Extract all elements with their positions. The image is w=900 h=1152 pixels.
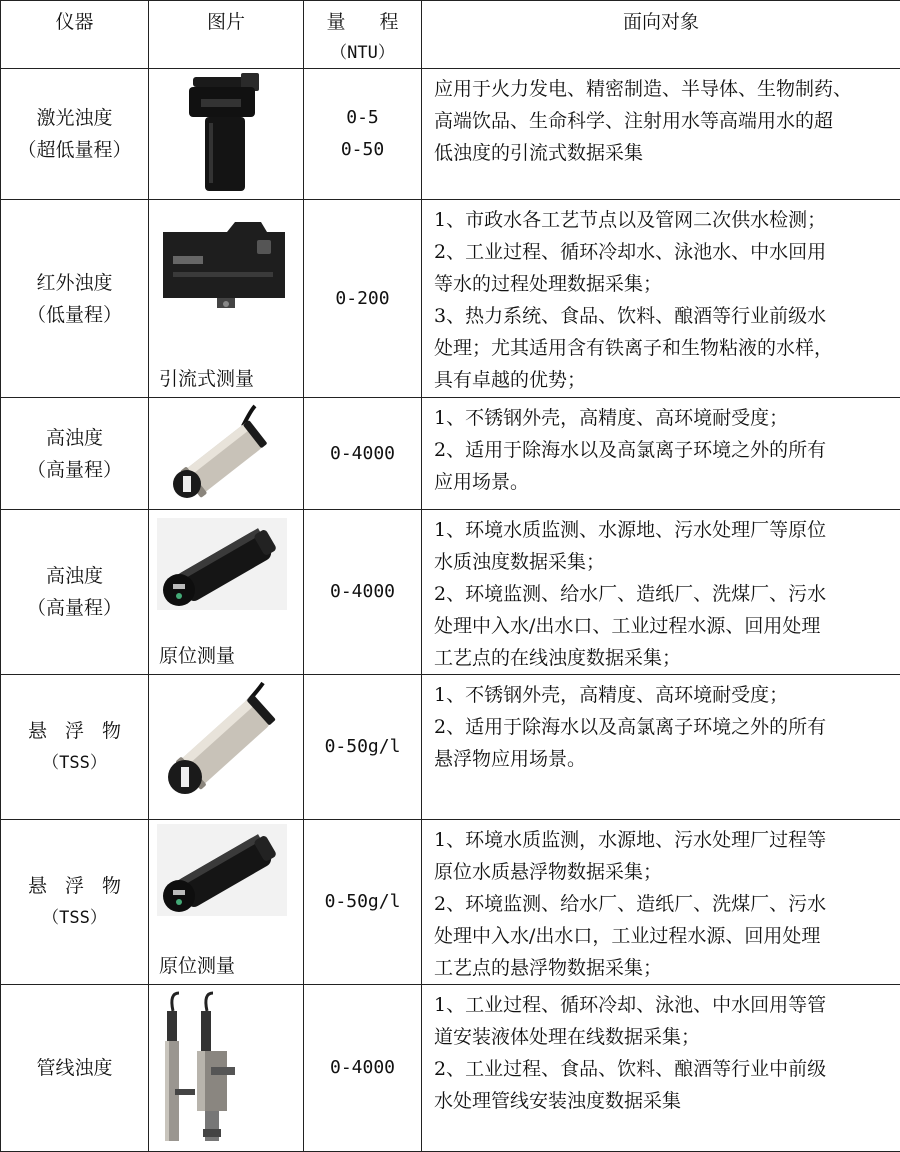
table-row [1,69,900,200]
instrument-picture [149,985,304,1152]
instrument-name: 高浊度 （高量程） [1,398,149,510]
steel-probe-icon [159,679,289,799]
table-row [1,985,900,1152]
table-row [1,510,900,675]
measure-range: 0-50g/l [304,820,422,985]
steel-probe-icon [163,404,283,502]
instrument-name: 悬 浮 物 （TSS） [1,820,149,985]
target-description: 1、环境水质监测，水源地、污水处理厂过程等 原位水质悬浮物数据采集； 2、环境监测、给水厂、造纸厂、洗煤厂、污水 处理中入水/出水口，工业过程水源、回用处理 工艺点的悬浮物数据采集； [422,820,900,985]
measure-range: 0-5 0-50 [304,69,422,200]
black-probe-icon [157,824,287,916]
picture-caption: 原位测量 [159,641,235,668]
header-row [1,1,900,69]
instrument-picture [149,820,304,985]
measure-range: 0-200 [304,200,422,398]
instrument-name: 高浊度 （高量程） [1,510,149,675]
infrared-analyzer-icon [157,214,297,310]
table-row [1,200,900,398]
instrument-name: 红外浊度 （低量程） [1,200,149,398]
instrument-picture [149,510,304,675]
header-instrument: 仪器 [1,1,149,69]
picture-caption: 原位测量 [159,951,235,978]
target-description: 1、工业过程、循环冷却、泳池、中水回用等管 道安装液体处理在线数据采集； 2、工业过程、食品、饮料、酿酒等行业中前级 水处理管线安装浊度数据采集 [422,985,900,1152]
measure-range: 0-4000 [304,510,422,675]
table-row [1,398,900,510]
header-picture: 图片 [149,1,304,69]
target-description: 1、环境水质监测、水源地、污水处理厂等原位 水质浊度数据采集； 2、环境监测、给水厂、造纸厂、洗煤厂、污水 处理中入水/出水口、工业过程水源、回用处理 工艺点的在线浊度数据采集； [422,510,900,675]
target-description: 1、市政水各工艺节点以及管网二次供水检测； 2、工业过程、循环冷却水、泳池水、中水回用 等水的过程处理数据采集； 3、热力系统、食品、饮料、酿酒等行业前级水 处理；尤其适用含有铁离子和生物粘液的水样， 具有卓越的优势； [422,200,900,398]
pipeline-sensor-icon [151,989,301,1147]
table-row [1,675,900,820]
header-target: 面向对象 [422,1,900,69]
instrument-name: 悬 浮 物 （TSS） [1,675,149,820]
header-range: 量 程 （NTU） [304,1,422,69]
target-description: 应用于火力发电、精密制造、半导体、生物制药、 高端饮品、生命科学、注射用水等高端用水的超 低浊度的引流式数据采集 [422,69,900,200]
black-probe-icon [157,518,287,610]
target-description: 1、不锈钢外壳，高精度、高环境耐受度； 2、适用于除海水以及高氯离子环境之外的所有 悬浮物应用场景。 [422,675,900,820]
laser-turbidity-sensor-icon [179,73,269,195]
measure-range: 0-4000 [304,985,422,1152]
instrument-picture [149,675,304,820]
target-description: 1、不锈钢外壳，高精度、高环境耐受度； 2、适用于除海水以及高氯离子环境之外的所有 应用场景。 [422,398,900,510]
picture-caption: 引流式测量 [159,364,254,391]
instrument-picture [149,200,304,398]
instrument-name: 管线浊度 [1,985,149,1152]
measure-range: 0-50g/l [304,675,422,820]
instrument-picture [149,398,304,510]
instrument-name: 激光浊度 （超低量程） [1,69,149,200]
table-row [1,820,900,985]
instrument-picture [149,69,304,200]
measure-range: 0-4000 [304,398,422,510]
